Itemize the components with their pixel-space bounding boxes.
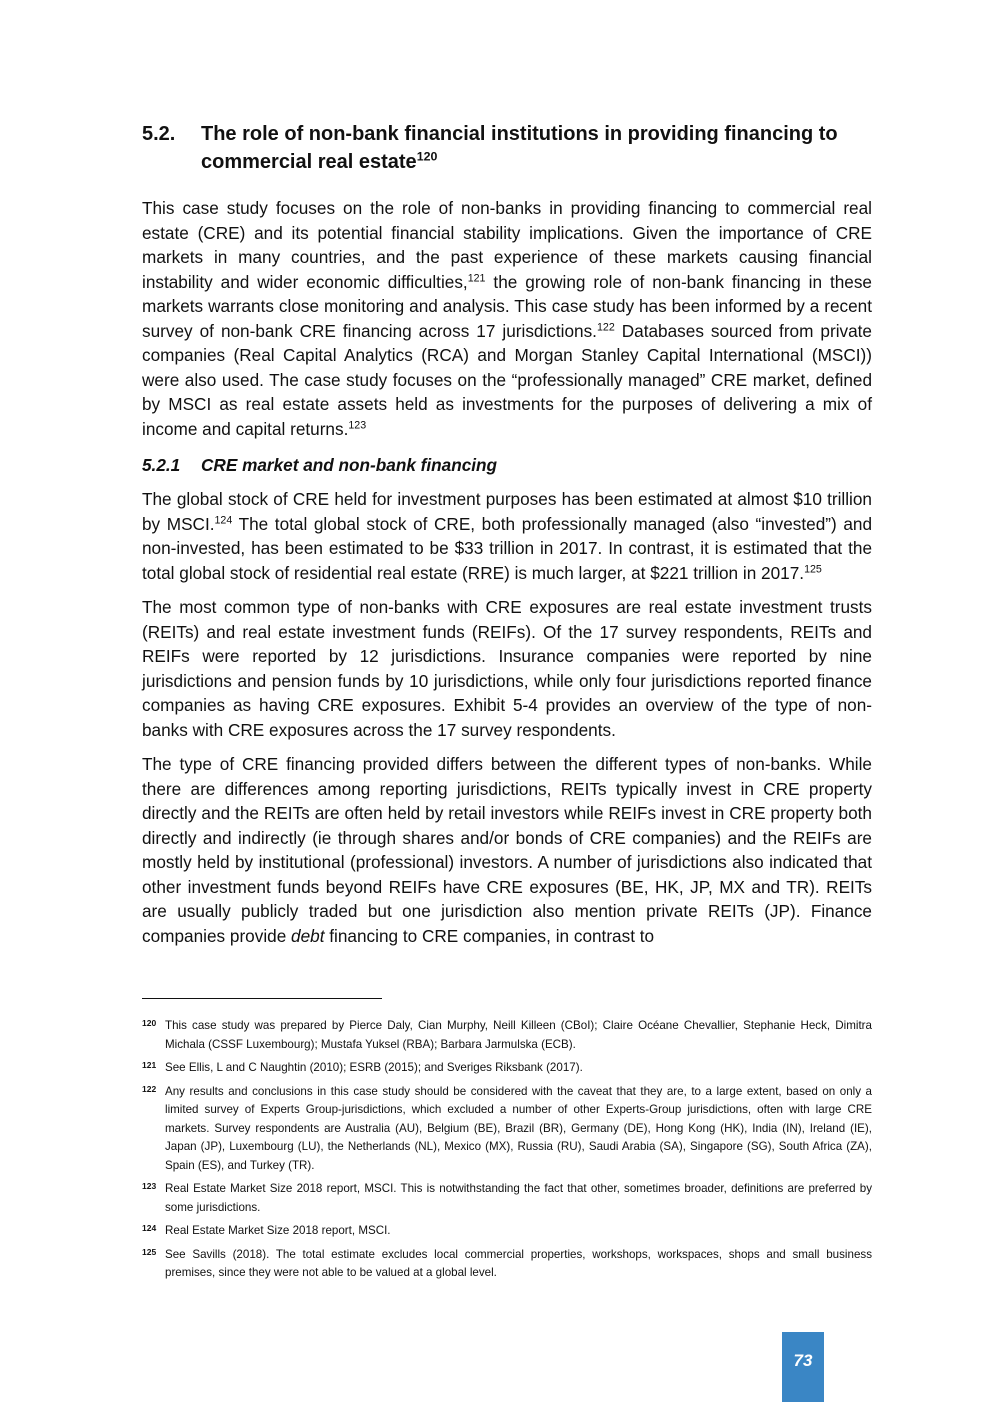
paragraph-market-size: The global stock of CRE held for investment purposes has been estimated at almost $10 trillion by MSCI.$^{124}$ The total global stock of CRE, both professionally managed (also “invested”) and non-invested, has been estimated to be $33 trillion in 2017. In contrast, it is estimated that the total global stock of residential real estate (RRE) is much larger, at $221 trillion in 2017.$^{125}$ — [142, 489, 872, 583]
paragraph-non-bank-types: The most common type of non-banks with CRE exposures are real estate investment trusts (REITs) and real estate investment funds (REIFs). Of the 17 survey respondents, REITs and REIFs were reported by 12 jurisdictions. Insurance companies were reported by nine jurisdictions and pension funds by 10 jurisdictions, while only four jurisdictions reported finance companies as having CRE exposures. Exhibit 5-4 provides an overview of the type of non-banks with CRE exposures across the 17 survey respondents. — [142, 597, 872, 740]
footnotes — [142, 1017, 872, 1288]
footnote-number: 124 — [142, 1223, 157, 1233]
footnote — [142, 1180, 872, 1217]
footnote-number: 123 — [142, 1181, 157, 1191]
footnote-ref[interactable]: 121 — [467, 271, 486, 284]
footnote-text: See Savills (2018). The total estimate excludes local commercial properties, workshops, workspaces, shops and small business premises, since they were not able to be valued at a global level. — [165, 1247, 872, 1279]
footnote — [142, 1059, 872, 1078]
paragraph-financing-types: The type of CRE financing provided differs between the different types of non-banks. While there are differences among reporting jurisdictions, REITs typically invest in CRE property directly and the REITs are often held by retail investors while REIFs invest in CRE property both directly and indirectly (ie through shares and/or bonds of CRE companies) and the REIFs are mostly held by institutional (professional) investors. A number of jurisdictions also indicated that other investment funds beyond REIFs have CRE exposures (BE, HK, JP, MX and TR). REITs are usually publicly traded but one jurisdiction also mention private REITs (JP). Finance companies provide debt financing to CRE companies, in contrast to — [142, 754, 872, 946]
footnote-ref[interactable]: 124 — [214, 513, 233, 526]
body-text — [142, 196, 872, 958]
subsection-number: 5.2.1 — [142, 455, 181, 475]
footnote-number: 121 — [142, 1060, 157, 1070]
section-number: 5.2. — [142, 123, 176, 145]
footnote-number: 120 — [142, 1018, 157, 1028]
footnote-number: 122 — [142, 1083, 157, 1094]
page-number: 73 — [782, 1332, 824, 1402]
footnote-ref[interactable]: 122 — [596, 320, 615, 333]
footnote — [142, 1222, 872, 1241]
footnote-divider — [142, 998, 382, 999]
footnote-ref[interactable]: 120 — [416, 149, 438, 164]
paragraph-intro: This case study focuses on the role of non-banks in providing financing to commercial real estate (CRE) and its potential financial stability implications. Given the importance of CRE markets in many countries, and the past experience of these markets causing financial instability and wider economic difficulties,$^{121}$ the growing role of non-bank financing in these markets warrants close monitoring and analysis. This case study has been informed by a recent survey of non-bank CRE financing across 17 jurisdictions.$^{122}$ Databases sourced from private companies (Real Capital Analytics (RCA) and Morgan Stanley Capital International (MSCI)) were also used. The case study focuses on the “professionally managed” CRE market, defined by MSCI as real estate assets held as investments for the purposes of delivering a mix of income and capital returns.$^{123}$ — [142, 198, 872, 439]
footnote-text: See Ellis, L and C Naughtin (2010); ESRB (2015); and Sveriges Riksbank (2017). — [165, 1061, 583, 1074]
footnote — [142, 1246, 872, 1283]
section-title: The role of non-bank financial institutions in providing financing to commercial real estate$^{120}$ — [201, 123, 838, 173]
subsection-title: CRE market and non-bank financing — [201, 455, 498, 475]
footnote-ref[interactable]: 125 — [804, 562, 822, 575]
footnote-text: Real Estate Market Size 2018 report, MSCI. — [165, 1224, 391, 1237]
footnote-text: Any results and conclusions in this case study should be considered with the caveat that they are, to a large extent, based on only a limited survey of Experts Group-jurisdictions, which excluded a number of other Experts-Group jurisdictions, often with large CRE markets. Survey respondents are Australia (AU), Belgium (BE), Brazil (BR), Germany (DE), Hong Kong (HK), India (IN), Ireland (IE), Japan (JP), Luxembourg (LU), the Netherlands (NL), Mexico (MX), Russia (RU), Saudi Arabia (SA), Singapore (SG), South Africa (ZA), Spain (ES), and Turkey (TR). — [165, 1084, 872, 1172]
footnote-ref[interactable]: 123 — [348, 418, 367, 431]
footnote-number: 125 — [142, 1246, 157, 1257]
section-heading — [142, 120, 872, 176]
footnote-text: This case study was prepared by Pierce Daly, Cian Murphy, Neill Killeen (CBoI); Claire Océane Chevallier, Stephanie Heck, Dimitra Michala (CSSF Luxembourg); Mustafa Yuksel (RBA); Barbara Jarmulska (ECB). — [165, 1019, 872, 1051]
footnote — [142, 1017, 872, 1054]
subsection-heading — [142, 453, 872, 477]
footnote — [142, 1083, 872, 1176]
footnote-text: Real Estate Market Size 2018 report, MSCI. This is notwithstanding the fact that other, sometimes broader, definitions are preferred by some jurisdictions. — [165, 1182, 872, 1214]
